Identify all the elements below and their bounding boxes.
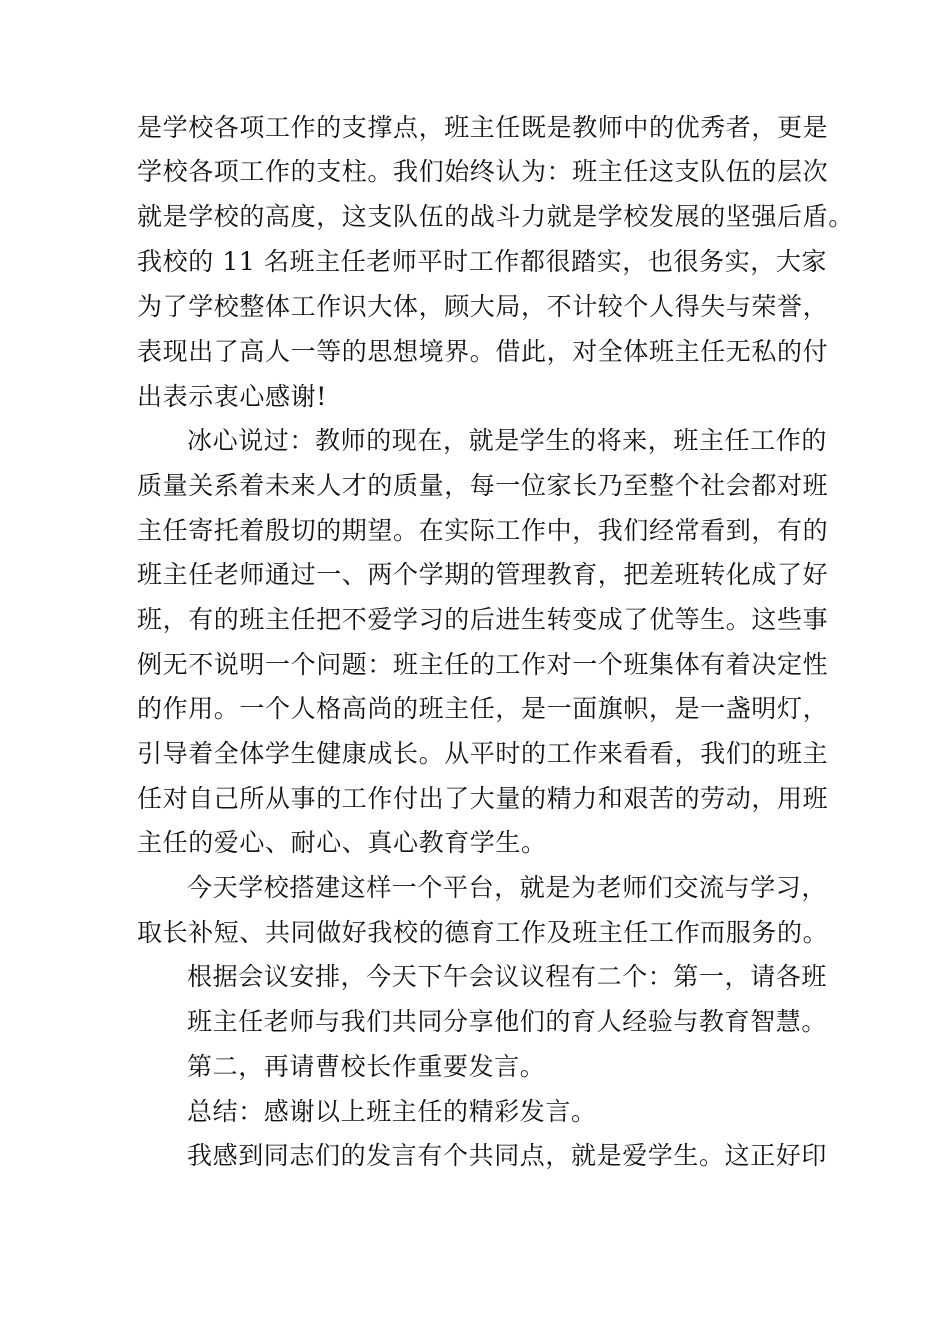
text-line: 今天学校搭建这样一个平台，就是为老师们交流与学习， xyxy=(187,873,828,902)
text-line: 的作用。一个人格高尚的班主任，是一面旗帜，是一盏明灯， xyxy=(137,694,829,723)
text-line: 主任寄托着殷切的期望。在实际工作中，我们经常看到，有的 xyxy=(137,516,829,545)
text-line: 主任的爱心、耐心、真心教育学生。 xyxy=(137,828,547,857)
text-line: 是学校各项工作的支撑点，班主任既是教师中的优秀者，更是 xyxy=(137,113,829,142)
text-line: 任对自己所从事的工作付出了大量的精力和艰苦的劳动，用班 xyxy=(137,784,829,813)
text-line: 班主任老师通过一、两个学期的管理教育，把差班转化成了好 xyxy=(137,560,829,589)
text-line: 根据会议安排，今天下午会议议程有二个：第一，请各班 xyxy=(187,962,828,991)
text-line: 引导着全体学生健康成长。从平时的工作来看看，我们的班主 xyxy=(137,739,829,768)
text-line: 班，有的班主任把不爱学习的后进生转变成了优等生。这些事 xyxy=(137,605,829,634)
text-line: 为了学校整体工作识大体，顾大局，不计较个人得失与荣誉， xyxy=(137,292,829,321)
text-line: 总结：感谢以上班主任的精彩发言。 xyxy=(187,1097,597,1126)
text-line: 班主任老师与我们共同分享他们的育人经验与教育智慧。 xyxy=(187,1007,828,1036)
text-line: 第二，再请曹校长作重要发言。 xyxy=(187,1052,546,1081)
text-line: 我感到同志们的发言有个共同点，就是爱学生。这正好印 xyxy=(187,1141,828,1170)
text-line: 出表示衷心感谢! xyxy=(137,382,327,411)
text-line: 质量关系着未来人才的质量，每一位家长乃至整个社会都对班 xyxy=(137,471,829,500)
text-line: 我校的 11 名班主任老师平时工作都很踏实，也很务实，大家 xyxy=(137,247,828,276)
text-line: 学校各项工作的支柱。我们始终认为：班主任这支队伍的层次 xyxy=(137,157,829,186)
text-line: 冰心说过：教师的现在，就是学生的将来，班主任工作的 xyxy=(187,426,828,455)
text-line: 表现出了高人一等的思想境界。借此，对全体班主任无私的付 xyxy=(137,337,829,366)
text-line: 取长补短、共同做好我校的德育工作及班主任工作而服务的。 xyxy=(137,918,829,947)
text-line: 例无不说明一个问题：班主任的工作对一个班集体有着决定性 xyxy=(137,650,829,679)
text-line: 就是学校的高度，这支队伍的战斗力就是学校发展的坚强后盾。 xyxy=(137,202,854,231)
